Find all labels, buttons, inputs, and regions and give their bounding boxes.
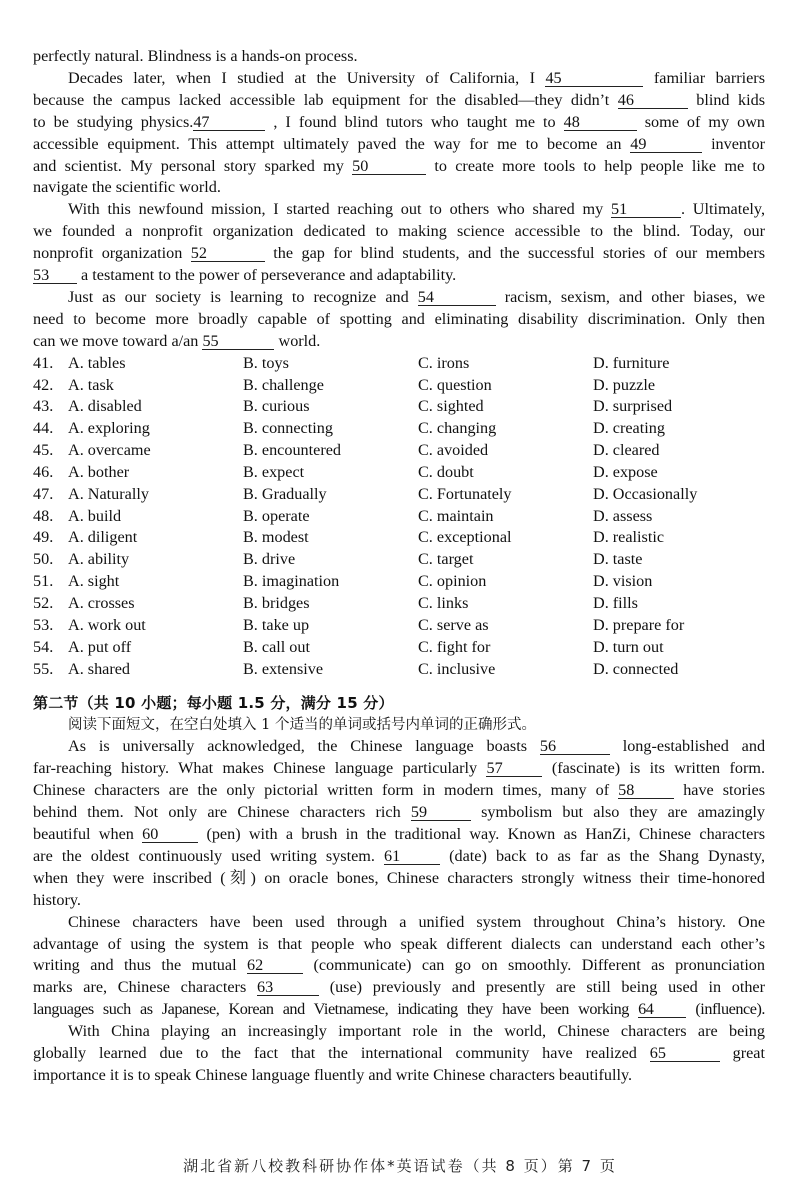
option-b[interactable]: B. curious [243,397,310,416]
option-row [33,549,765,571]
option-b[interactable]: B. drive [243,550,296,569]
question-number: 53. [33,615,54,634]
question-number: 42. [33,375,54,394]
option-b[interactable]: B. call out [243,637,310,656]
option-row [33,484,765,506]
option-c[interactable]: C. inclusive [418,659,496,678]
option-a[interactable]: A. crosses [68,593,135,612]
option-d[interactable]: D. puzzle [593,375,656,394]
option-b[interactable]: B. take up [243,615,310,634]
question-number: 45. [33,441,54,460]
option-b[interactable]: B. Gradually [243,484,327,503]
question-number: 47. [33,484,54,503]
blank-49[interactable]: 49 [630,136,702,153]
option-c[interactable]: C. Fortunately [418,484,512,503]
option-row [33,637,765,659]
question-number: 49. [33,528,54,547]
option-a[interactable]: A. bother [68,462,130,481]
passage-paragraph: With this newfound mission, I started reaching out to others who shared my 51 . Ultimately, we founded a nonprofit organization dedicated to making science accessible to the blind. Today, our nonprofit organization 52 the gap for blind students, and the successful stories of our members 53 a testament to the power of perseverance and adaptability. [33,200,766,285]
option-c[interactable]: C. question [418,375,492,394]
question-number: 46. [33,462,54,481]
question-number: 51. [33,572,54,591]
option-d[interactable]: D. assess [593,506,653,525]
question-number: 44. [33,419,54,438]
blank-52[interactable]: 52 [191,245,265,262]
blank-51[interactable]: 51 [611,201,681,218]
option-c[interactable]: C. sighted [418,397,484,416]
option-c[interactable]: C. irons [418,353,470,372]
blank-59[interactable]: 59 [411,804,471,821]
blank-48[interactable]: 48 [564,114,637,131]
section-title: 第二节（共 10 小题；每小题 1.5 分，满分 15 分） [33,694,394,713]
option-a[interactable]: A. tables [68,353,126,372]
option-d[interactable]: D. connected [593,659,679,678]
option-d[interactable]: D. furniture [593,353,670,372]
blank-46[interactable]: 46 [618,92,688,109]
option-a[interactable]: A. shared [68,659,131,678]
option-b[interactable]: B. toys [243,353,289,372]
question-number: 50. [33,550,54,569]
question-number: 52. [33,593,54,612]
page-footer: 湖北省新八校教科研协作体*英语试卷（共 8 页）第 7 页 [183,1157,617,1175]
option-a[interactable]: A. exploring [68,419,150,438]
option-a[interactable]: A. overcame [68,441,151,460]
option-d[interactable]: D. realistic [593,528,665,547]
option-b[interactable]: B. operate [243,506,310,525]
option-row [33,571,765,593]
blank-53[interactable]: 53 [33,267,77,284]
blank-55[interactable]: 55 [202,333,274,350]
blank-61[interactable]: 61 [384,848,440,865]
blank-60[interactable]: 60 [142,826,198,843]
passage-paragraph [33,46,765,68]
blank-62[interactable]: 62 [247,957,303,974]
blank-65[interactable]: 65 [650,1045,720,1062]
option-a[interactable]: A. put off [68,637,132,656]
option-a[interactable]: A. work out [68,615,146,634]
option-d[interactable]: D. Occasionally [593,484,698,503]
blank-50[interactable]: 50 [352,158,426,175]
text-line: perfectly natural. Blindness is a hands-on process. [33,47,358,65]
option-a[interactable]: A. task [68,375,114,394]
question-number: 54. [33,637,54,656]
option-b[interactable]: B. extensive [243,659,324,678]
question-number: 43. [33,397,54,416]
option-d[interactable]: D. fills [593,593,638,612]
option-d[interactable]: D. turn out [593,637,664,656]
blank-63[interactable]: 63 [257,979,319,996]
option-a[interactable]: A. disabled [68,397,142,416]
option-c[interactable]: C. exceptional [418,528,512,547]
option-row [33,659,765,681]
option-row [33,527,765,549]
option-c[interactable]: C. fight for [418,637,491,656]
passage-paragraph: Decades later, when I studied at the University of California, I 45 familiar barriers because the campus lacked accessible lab equipment for the disabled—they didn’t 46 blind kids to be studying physics.47 , I found blind tutors who taught me to 48 some of my own accessible equipment. This attempt ultimately paved the way for me to become an 49 inventor and scientist. My personal story sparked my 50 to create more tools to help people like me to navigate the scientific world. [33,68,766,197]
option-b[interactable]: B. connecting [243,419,333,438]
option-d[interactable]: D. taste [593,550,643,569]
option-d[interactable]: D. surprised [593,397,673,416]
option-d[interactable]: D. creating [593,419,665,438]
blank-45[interactable]: 45 [545,70,643,87]
question-number: 55. [33,659,54,678]
passage-paragraph: As is universally acknowledged, the Chinese language boasts 56 long-established and far-reaching history. What makes Chinese language particularly 57 (fascinate) is its written form. Chinese characters are the only pictorial written form in modern times, many of 58 have stories behind them. Not only are Chinese characters rich 59 symbolism but also they are amazingly beautiful when 60 (pen) with a brush in the traditional way. Known as HanZi, Chinese characters are the oldest continuously used writing system. 61 (date) back to as far as the Shang Dynasty, when they were inscribed (刻) on oracle bones, Chinese characters strongly witness their time-honored history. [33,737,766,909]
option-b[interactable]: B. modest [243,528,309,547]
option-d[interactable]: D. vision [593,572,653,591]
option-b[interactable]: B. imagination [243,572,340,591]
blank-54[interactable]: 54 [418,289,496,306]
option-d[interactable]: D. prepare for [593,615,685,634]
option-row [33,593,765,615]
blank-56[interactable]: 56 [540,738,610,755]
option-row [33,440,765,462]
option-c[interactable]: C. target [418,550,474,569]
option-c[interactable]: C. maintain [418,506,494,525]
blank-58[interactable]: 58 [618,782,674,799]
option-row [33,418,765,440]
option-row [33,396,765,418]
option-a[interactable]: A. sight [68,572,120,591]
option-b[interactable]: B. bridges [243,593,310,612]
section-instruction: 阅读下面短文，在空白处填入 1 个适当的单词或括号内单词的正确形式。 [68,717,536,734]
option-b[interactable]: B. expect [243,462,305,481]
option-c[interactable]: C. doubt [418,462,474,481]
question-number: 48. [33,506,54,525]
blank-57[interactable]: 57 [486,760,542,777]
option-c[interactable]: C. changing [418,419,497,438]
passage-paragraph: Chinese characters have been used through a unified system throughout China’s history. One advantage of using the system is that people who speak different dialects can understand each other’s writing and thus the mutual 62 (communicate) can go on smoothly. Different as pronunciation marks are, Chinese characters 63 (use) previously and presently are still being used in other languages such as Japanese, Korean and Vietnamese, indicating they have been working 64 (influence). [33,912,766,1019]
option-c[interactable]: C. links [418,593,469,612]
blank-47[interactable]: 47 [193,114,265,131]
option-c[interactable]: C. avoided [418,441,489,460]
exam-page [33,46,765,1087]
option-row [33,462,765,484]
option-a[interactable]: A. build [68,506,122,525]
answer-options [33,353,765,681]
option-row [33,353,765,375]
blank-64[interactable]: 64 [638,1001,686,1018]
option-b[interactable]: B. challenge [243,375,324,394]
passage-paragraph: Just as our society is learning to recognize and 54 racism, sexism, and other biases, we need to become more broadly capable of spotting and eliminating disability discrimination. Only then can we move toward a/an 55 world. [33,287,766,350]
option-b[interactable]: B. encountered [243,441,341,460]
option-a[interactable]: A. diligent [68,528,138,547]
option-row [33,375,765,397]
option-d[interactable]: D. cleared [593,441,660,460]
option-c[interactable]: C. opinion [418,572,487,591]
option-row [33,506,765,528]
option-a[interactable]: A. Naturally [68,484,149,503]
option-c[interactable]: C. serve as [418,615,489,634]
question-number: 41. [33,353,54,372]
option-a[interactable]: A. ability [68,550,130,569]
option-row [33,615,765,637]
passage-paragraph: With China playing an increasingly important role in the world, Chinese characters are being globally learned due to the fact that the international community have realized 65 great importance it is to speak Chinese language fluently and write Chinese characters beautifully. [33,1022,765,1084]
option-d[interactable]: D. expose [593,462,658,481]
